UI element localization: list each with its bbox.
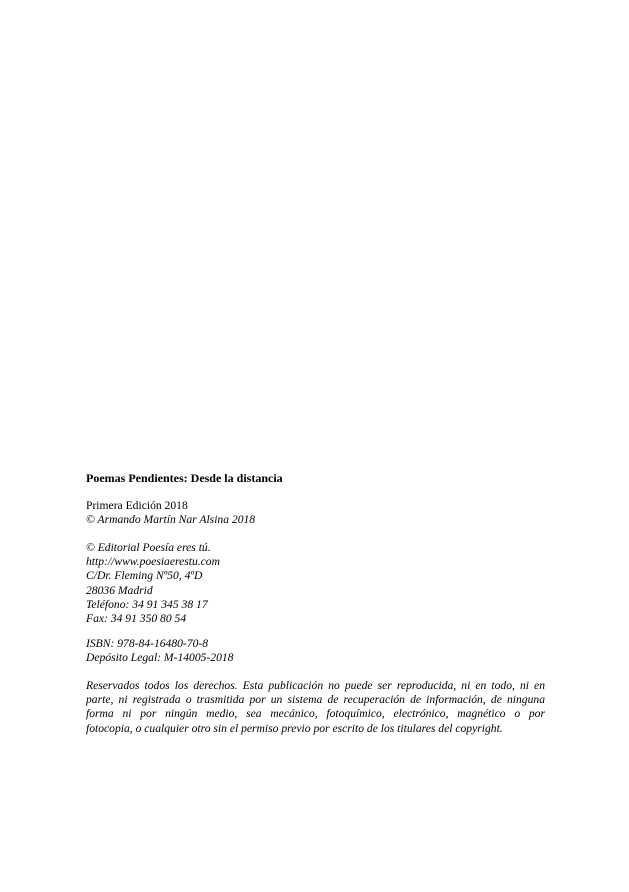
publisher-copyright: © Editorial Poesía eres tú. (86, 541, 211, 554)
edition-line: Primera Edición 2018 (86, 499, 188, 512)
publisher-url: http://www.poesiaerestu.com (86, 555, 220, 569)
rights-line-1: Reservados todos los derechos. Esta publicación no puede ser reproducida, ni en todo, ni en (86, 679, 545, 692)
rights-line-4: fotocopia, o cualquier otro sin el permiso previo por escrito de los titulares del copyright. (86, 721, 503, 735)
publisher-phone: Teléfono: 34 91 345 38 17 (86, 597, 208, 611)
legal-deposit: Depósito Legal: M-14005-2018 (86, 651, 234, 665)
publisher-fax: Fax: 34 91 350 80 54 (86, 612, 187, 626)
rights-line-2: parte, ni registrada o trasmitida por un sistema de recuperación de información, de ninguna (86, 693, 545, 707)
author-copyright: © Armando Martín Nar Alsina 2018 (86, 513, 256, 527)
isbn: ISBN: 978-84-16480-70-8 (86, 637, 209, 650)
publisher-city: 28036 Madrid (86, 583, 153, 597)
publisher-address: C/Dr. Fleming Nº50, 4ºD (86, 569, 203, 583)
publisher-block (86, 541, 545, 626)
edition-block (86, 499, 545, 527)
rights-line-3: forma ni por ningún medio, sea mecánico, fotoquímico, electrónico, magnético o por (86, 707, 545, 721)
book-title: Poemas Pendientes: Desde la distancia (86, 471, 283, 485)
book-title-block (86, 471, 545, 485)
rights-notice (86, 679, 545, 736)
legal-block (86, 637, 545, 665)
